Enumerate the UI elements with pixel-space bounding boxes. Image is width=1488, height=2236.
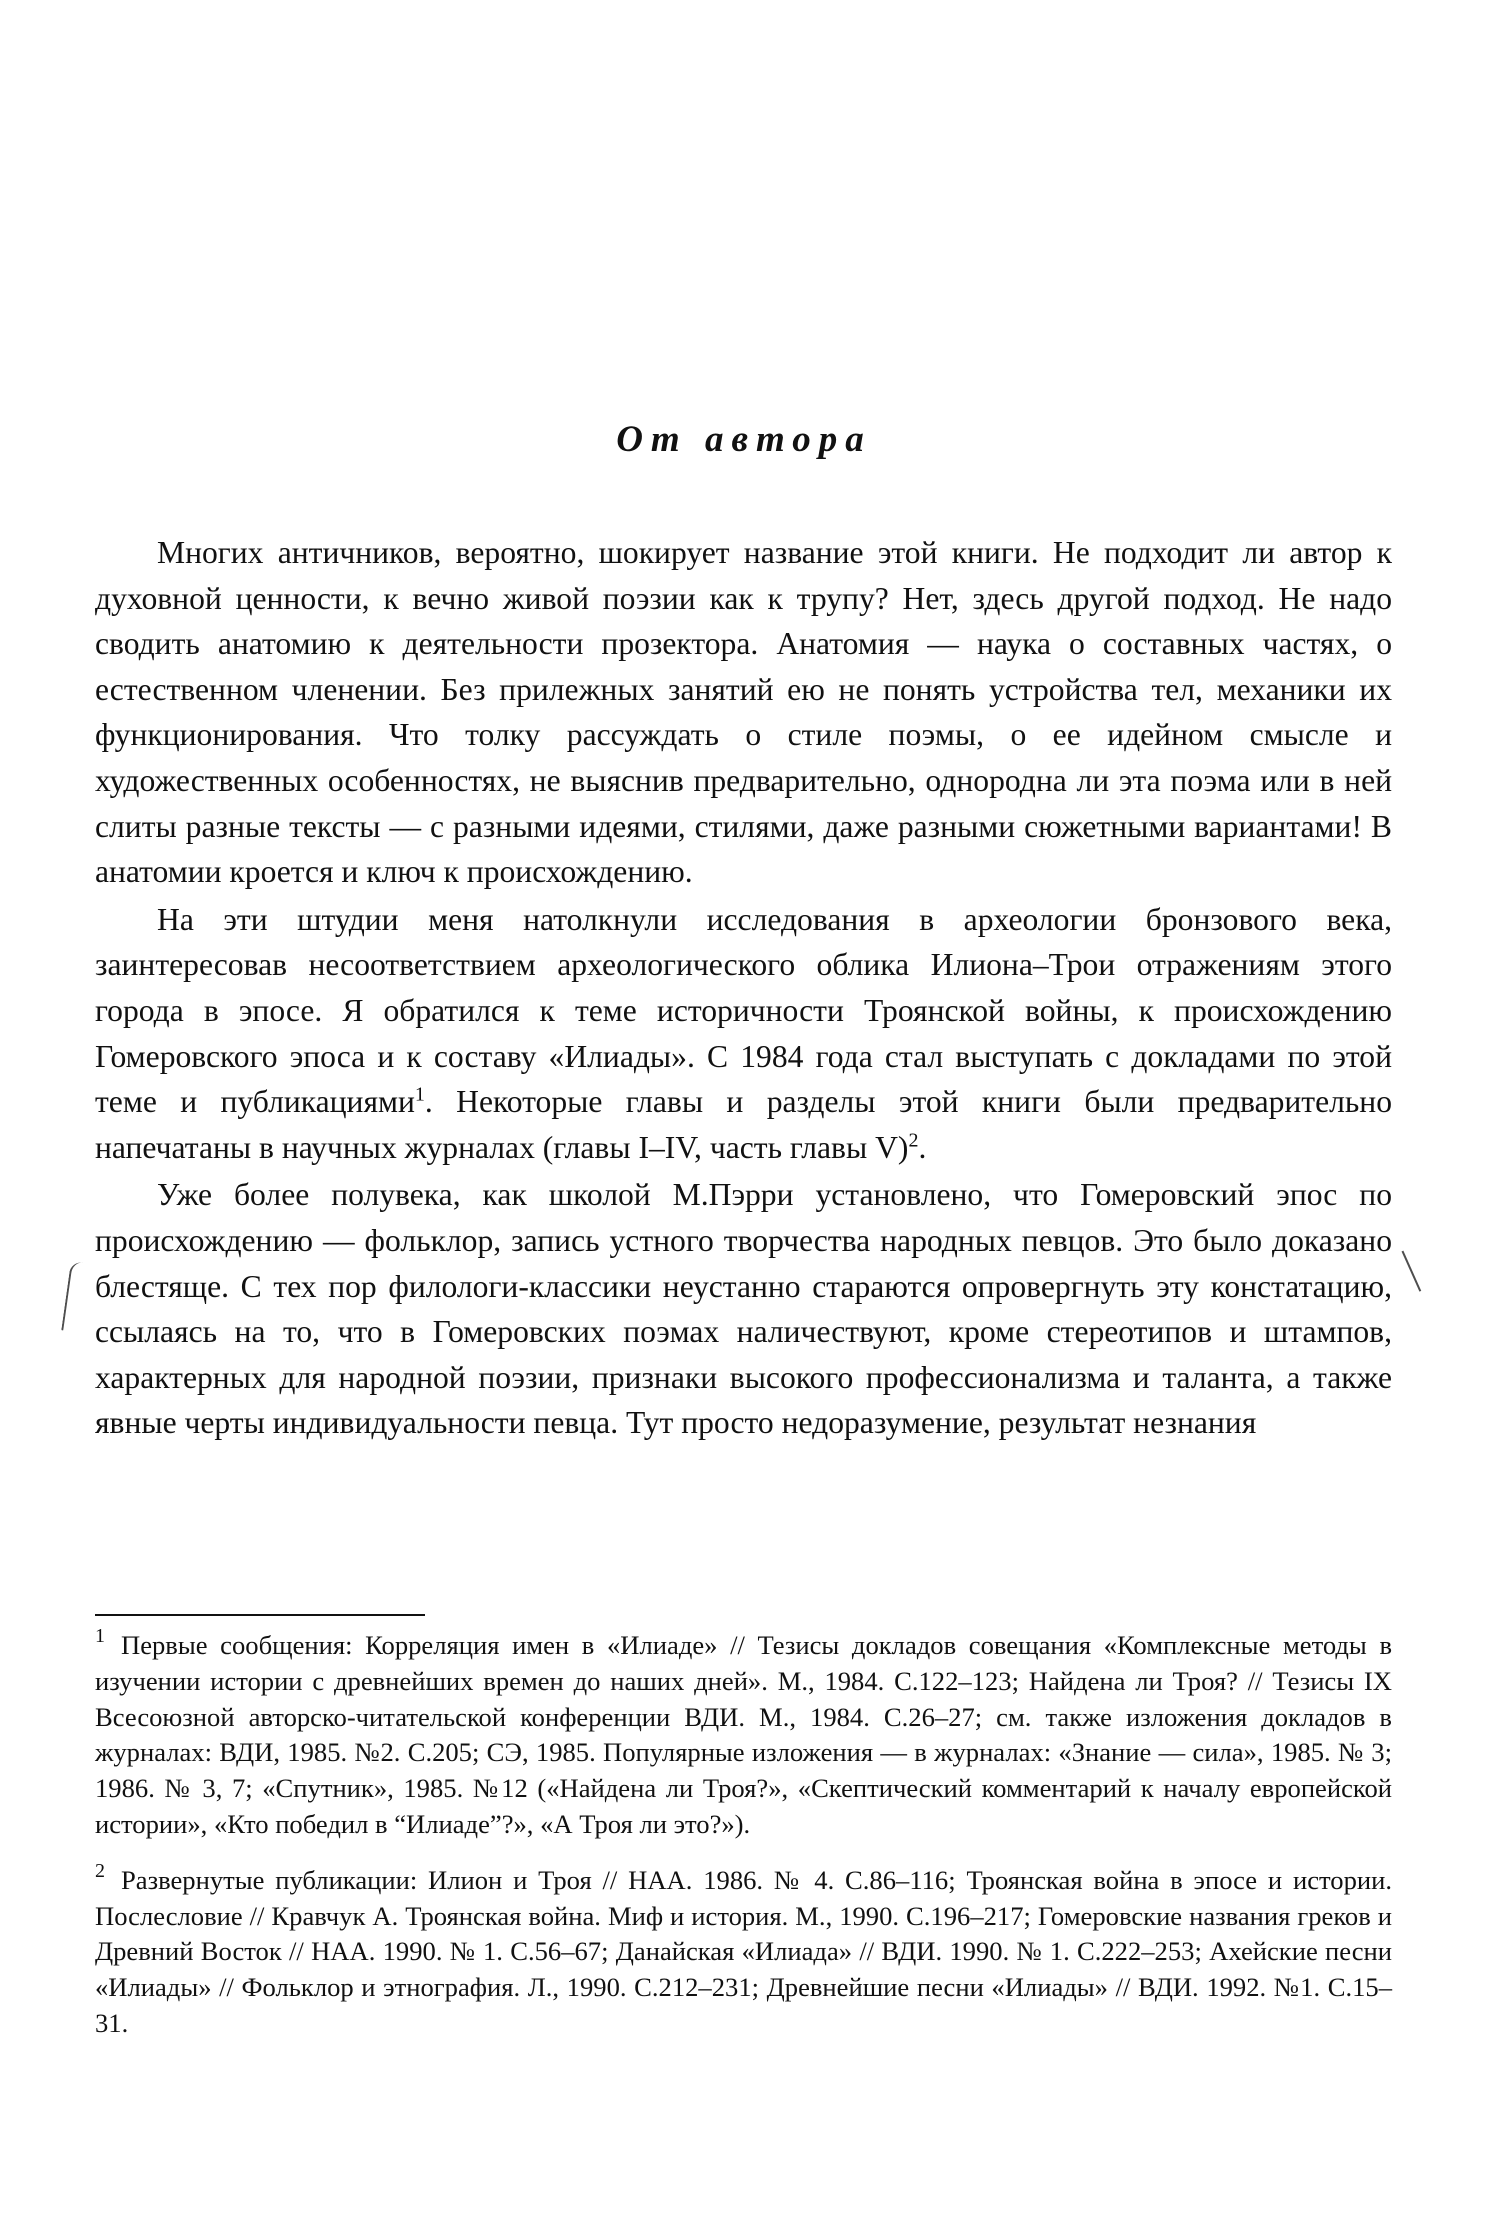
main-text [95, 530, 1392, 1446]
footnote-text: Первые сообщения: Корреляция имен в «Илиаде» // Тезисы докладов совещания «Комплексные методы в изучении истории с древнейших времен до наших дней». М., 1984. С.122–123; Найдена ли Троя? // Тезисы IX Всесоюзной авторско-читательской конференции ВДИ. М., 1984. С.26–27; см. также изложения докладов в журналах: ВДИ, 1985. №2. С.205; СЭ, 1985. Популярные изложения — в журналах: «Знание — сила», 1985. № 3; 1986. № 3, 7; «Спутник», 1985. №12 («Найдена ли Троя?», «Скептический комментарий к началу европейской истории», «Кто победил в “Илиаде”?», «А Троя ли это?»). [95, 1630, 1392, 1839]
footnote-number: 2 [95, 1859, 105, 1882]
paragraph-2-part-a: На эти штудии меня натолкнули исследования в археологии бронзового века, заинтересовав несоответствием археологического облика Илиона–Трои отражениям этого города в эпосе. Я обратился к теме историчности Троянской войны, к происхождению Гомеровского эпоса и к составу «Илиады». С 1984 года стал выступать с докладами по этой теме и публикациями [95, 901, 1392, 1120]
pencil-margin-mark [1389, 1251, 1422, 1298]
pencil-bracket-mark [61, 1261, 91, 1333]
footnote-2 [95, 1859, 1392, 2042]
footnote-separator [95, 1614, 425, 1616]
paragraph-2-part-c: . [918, 1129, 927, 1165]
paragraph-1: Многих античников, вероятно, шокирует название этой книги. Не подходит ли автор к духовной ценности, к вечно живой поэзии как к трупу? Нет, здесь другой подход. Не надо сводить анатомию к деятельности прозектора. Анатомия — наука о составных частях, о естественном членении. Без прилежных занятий ею не понять устройства тел, механики их функционирования. Что толку рассуждать о стиле поэмы, о ее идейном смысле и художественных особенностях, не выяснив предварительно, однородна ли эта поэма или в ней слиты разные тексты — с разными идеями, стилями, даже разными сюжетными вариантами! В анатомии кроется и ключ к происхождению. [95, 535, 1392, 890]
paragraph-2-part-b: . Некоторые главы и разделы этой книги были предварительно напечатаны в научных журналах (главы I–IV, часть главы V) [95, 1084, 1392, 1165]
footnote-1 [95, 1625, 1392, 1843]
paragraph-3: Уже более полувека, как школой М.Пэрри установлено, что Гомеровский эпос по происхождению — фольклор, запись устного творчества народных певцов. Это было доказано блестяще. С тех пор филологи-классики неустанно стараются опровергнуть эту констатацию, ссылаясь на то, что в Гомеровских поэмах наличествуют, кроме стереотипов и штампов, характерных для народной поэзии, признаки высокого профессионализма и таланта, а также явные черты индивидуальности певца. Тут просто недоразумение, результат незнания [95, 1177, 1392, 1441]
footnote-text: Развернутые публикации: Илион и Троя // НАА. 1986. № 4. С.86–116; Троянская война в эпосе и истории. Послесловие // Кравчук А. Троянская война. Миф и история. М., 1990. С.196–217; Гомеровские названия греков и Древний Восток // НАА. 1990. № 1. С.56–67; Данайская «Илиада» // ВДИ. 1990. № 1. С.222–253; Ахейские песни «Илиады» // Фольклор и этнография. Л., 1990. С.212–231; Древнейшие песни «Илиады» // ВДИ. 1992. №1. С.15–31. [95, 1864, 1392, 2038]
chapter-title: От автора [616, 419, 872, 460]
footnote-number: 1 [95, 1625, 105, 1647]
footnote-ref-1[interactable]: 1 [414, 1083, 425, 1106]
footnotes [95, 1625, 1392, 2062]
paragraph-2 [95, 897, 1392, 1171]
footnote-ref-2[interactable]: 2 [908, 1129, 919, 1152]
